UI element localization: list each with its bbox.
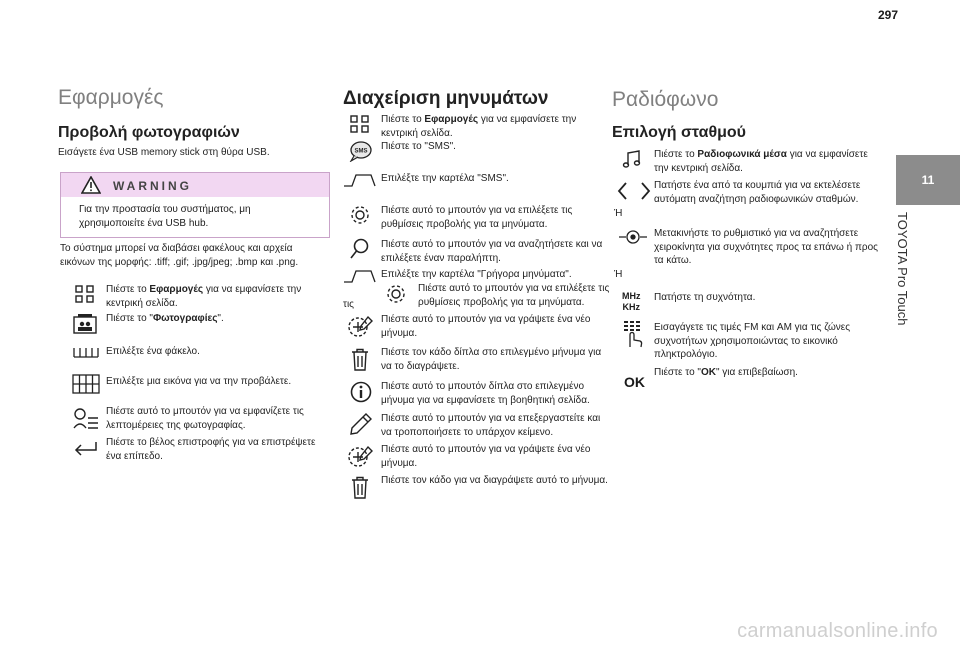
photos-icon (72, 313, 98, 335)
radio-step-manual: Μετακινήστε το ρυθμιστικό για να αναζητήσετε χειροκίνητα για συχνότητες προς τα επάνω ή προς τα κάτω. (654, 228, 878, 266)
msg-step-settings: Πιέστε αυτό το μπουτόν για να επιλέξετε τις ρυθμίσεις προβολής για τα μηνύματα. (381, 205, 573, 230)
msg-step-delete-2: Πιέστε τον κάδο για να διαγράψετε αυτό το μήνυμα. (381, 475, 608, 486)
step-photos: Πιέστε το "Φωτογραφίες". (106, 313, 224, 324)
mhz-khz-icon: MHz KHz (622, 291, 641, 312)
radio-step-frequency: Πατήστε τη συχνότητα. (654, 292, 756, 303)
msg-step-new: Πιέστε αυτό το μπουτόν για να γράψετε ένα νέο μήνυμα. (381, 314, 591, 339)
msg-step-search: Πιέστε αυτό το μπουτόν για να αναζητήσετε και να επιλέξετε έναν παραλήπτη. (381, 239, 603, 264)
intro-text: Εισάγετε ένα USB memory stick στη θύρα USB. (58, 147, 270, 158)
section-title: Εφαρμογές (58, 86, 164, 109)
warning-icon (81, 176, 101, 194)
radio-step-seek: Πατήστε ένα από τα κουμπιά για να εκτελέσετε αυτόματη αναζήτηση ραδιοφωνικών σταθμών. (654, 180, 861, 205)
chapter-title: TOYOTA Pro Touch (895, 212, 910, 326)
radio-step-keypad: Εισαγάγετε τις τιμές FM και AM για τις ζώνες συχνοτήτων χρησιμοποιώντας το εικονικό πληκτρολόγιο. (654, 322, 851, 360)
msg-step-tab-sms: Επιλέξτε την καρτέλα "SMS". (381, 173, 509, 184)
section-title-messages: Διαχείριση μηνυμάτων (343, 88, 549, 109)
new-message-icon (346, 313, 374, 341)
settings-icon (348, 203, 372, 227)
msg-step-info: Πιέστε αυτό το μπουτόν δίπλα στο επιλεγμένο μήνυμα για να εμφανίσετε τη βοηθητική σελίδα. (381, 381, 590, 406)
msg-step-settings-2: Πιέστε αυτό το μπουτόν για να επιλέξετε τις ρυθμίσεις προβολής για τα μηνύματα. (418, 283, 610, 308)
or-label-2: Ή (614, 269, 623, 280)
trash-icon (350, 476, 370, 500)
prev-next-icon (616, 181, 652, 201)
trash-icon (350, 348, 370, 372)
radio-step-confirm: Πιέστε το "OK" για επιβεβαίωση. (654, 367, 798, 378)
tab-icon (343, 172, 377, 190)
msg-step-tab-quick: Επιλέξτε την καρτέλα "Γρήγορα μηνύματα". (381, 269, 572, 280)
music-note-icon (622, 150, 642, 170)
tab-icon (343, 268, 377, 286)
sms-icon (348, 140, 374, 162)
step-back: Πιέστε το βέλος επιστροφής για να επιστρέψετε ένα επίπεδο. (106, 437, 316, 462)
ok-icon: OK (624, 374, 645, 390)
stray-word: τις (343, 299, 354, 310)
warning-text: Για την προστασία του συστήματος, μη χρησιμοποιείτε ένα USB hub. (79, 204, 251, 229)
formats-paragraph: Το σύστημα μπορεί να διαβάσει φακέλους και αρχεία εικόνων της μορφής: .tiff; .gif; .jpg/jpeg; .bmp και .png. (60, 243, 299, 268)
image-grid-icon (72, 374, 100, 394)
tuner-slider-icon (618, 227, 648, 247)
search-icon (349, 237, 371, 261)
warning-header (61, 173, 329, 197)
msg-step-new-2: Πιέστε αυτό το μπουτόν για να γράψετε ένα νέο μήνυμα. (381, 444, 591, 469)
chapter-tab: 11 (896, 155, 960, 205)
settings-icon (384, 282, 408, 306)
page-number: 297 (877, 8, 898, 22)
svg-text:SMS: SMS (354, 148, 368, 155)
msg-step-open-apps: Πιέστε το Εφαρμογές για να εμφανίσετε την κεντρική σελίδα. (381, 114, 577, 139)
folder-icon (72, 345, 100, 361)
or-label: Ή (614, 208, 623, 219)
step-select-image: Επιλέξτε μια εικόνα για να την προβάλετε. (106, 376, 292, 387)
step-open-apps: Πιέστε το Εφαρμογές για να εμφανίσετε την κεντρική σελίδα. (106, 284, 302, 309)
step-details: Πιέστε αυτό το μπουτόν για να εμφανίζετε τις λεπτομέρειες της φωτογραφίας. (106, 406, 304, 431)
msg-step-edit: Πιέστε αυτό το μπουτόν για να επεξεργαστείτε και να τροποποιήσετε το υπάρχον κείμενο. (381, 413, 601, 438)
msg-step-delete: Πιέστε τον κάδο δίπλα στο επιλεγμένο μήνυμα για να το διαγράψετε. (381, 347, 602, 372)
apps-grid-icon (349, 115, 371, 133)
radio-step-open: Πιέστε το Ραδιοφωνικά μέσα για να εμφανίσετε την κεντρική σελίδα. (654, 149, 868, 174)
details-icon (72, 406, 100, 434)
apps-grid-icon (74, 285, 96, 303)
back-arrow-icon (72, 440, 100, 462)
pencil-icon (349, 412, 373, 436)
new-message-icon (346, 443, 374, 471)
subsection-title: Προβολή φωτογραφιών (58, 124, 240, 141)
keypad-icon (620, 320, 646, 348)
msg-step-sms: Πιέστε το "SMS". (381, 141, 456, 152)
watermark: carmanualsonline.info (737, 620, 938, 642)
subsection-title-station: Επιλογή σταθμού (612, 124, 746, 141)
section-title-radio: Ραδιόφωνο (612, 88, 719, 111)
warning-box (60, 172, 330, 238)
info-icon (349, 380, 373, 404)
warning-label: WARNING (113, 179, 192, 193)
step-select-folder: Επιλέξτε ένα φάκελο. (106, 346, 200, 357)
